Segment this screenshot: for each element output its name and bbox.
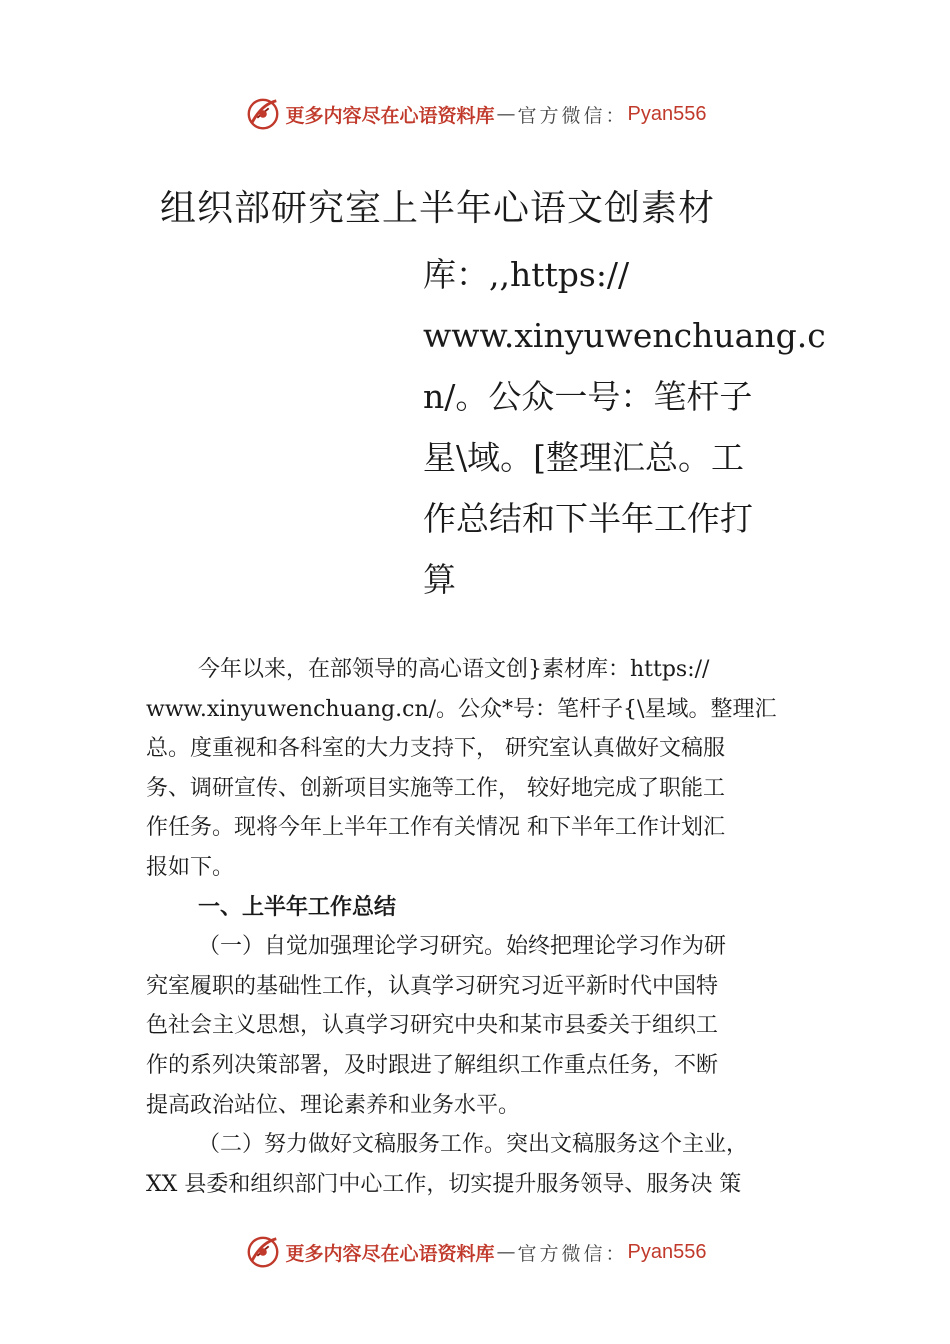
pen-circle-logo-icon (244, 1233, 282, 1271)
title-line: 库：,,https:// (423, 255, 630, 294)
item-text: 突出文稿服务这个主业， (506, 1132, 749, 1158)
body-line: 作的系列决策部署，及时跟进了解组织工作重点任务，不断 (146, 1052, 719, 1078)
item-text: 始终把理论学习作为研 (506, 934, 727, 960)
title-line: 作总结和下半年工作打 (423, 499, 753, 538)
body-line: 色社会主义思想，认真学习研究中央和某市县委关于组织工 (146, 1013, 719, 1039)
title-line: 算 (423, 560, 456, 599)
item-paragraph-2 (146, 1125, 826, 1204)
banner-slogan: 更多内容尽在心语资料库 (285, 1242, 495, 1265)
body-line: 务、调研宣传、创新项目实施等工作， 较好地完成了职能工 (146, 775, 725, 801)
header-banner (0, 92, 950, 136)
title-line: n/。公众一号：笔杆子 (423, 377, 753, 416)
body-line (146, 1125, 826, 1165)
banner-wechat-label: 官方微信： (517, 104, 628, 127)
banner-wechat-id: Pyan556 (627, 102, 707, 125)
document-title-continued (423, 244, 826, 610)
item-lead: （一）自觉加强理论学习研究。 (198, 934, 507, 960)
body-line: 作任务。现将今年上半年工作有关情况 和下半年工作计划汇 (146, 815, 725, 841)
body-line (146, 927, 826, 967)
document-body (146, 650, 826, 1204)
intro-paragraph (146, 650, 826, 888)
body-line: 今年以来，在部领导的高心语文创}素材库：https:// (198, 657, 710, 682)
item-paragraph-1 (146, 927, 826, 1125)
title-line: www.xinyuwenchuang.c (423, 316, 826, 355)
body-line: 报如下。 (146, 854, 235, 880)
document-title: 组织部研究室上半年心语文创素材 (160, 188, 716, 229)
banner-wechat-id: Pyan556 (627, 1240, 707, 1263)
pen-circle-logo-icon (244, 95, 282, 133)
body-line: XX 县委和组织部门中心工作，切实提升服务领导、服务决 策 (146, 1171, 742, 1197)
section-heading: 一、上半年工作总结 (198, 894, 397, 920)
body-line: 究室履职的基础性工作，认真学习研究习近平新时代中国特 (146, 973, 719, 999)
banner-slogan: 更多内容尽在心语资料库 (285, 104, 495, 127)
item-lead: （二）努力做好文稿服务工作。 (198, 1132, 507, 1158)
footer-banner (0, 1230, 950, 1274)
banner-separator: — (496, 1241, 516, 1263)
banner-wechat-label: 官方微信： (517, 1242, 628, 1265)
body-line: www.xinyuwenchuang.cn/。公众*号：笔杆子{\星域。整理汇 (146, 696, 777, 722)
title-line: 星\域。[整理汇总。工 (423, 438, 744, 477)
body-line: 提高政治站位、理论素养和业务水平。 (146, 1092, 521, 1118)
banner-separator: — (496, 103, 516, 125)
body-line: 总。度重视和各科室的大力支持下， 研究室认真做好文稿服 (146, 736, 725, 762)
